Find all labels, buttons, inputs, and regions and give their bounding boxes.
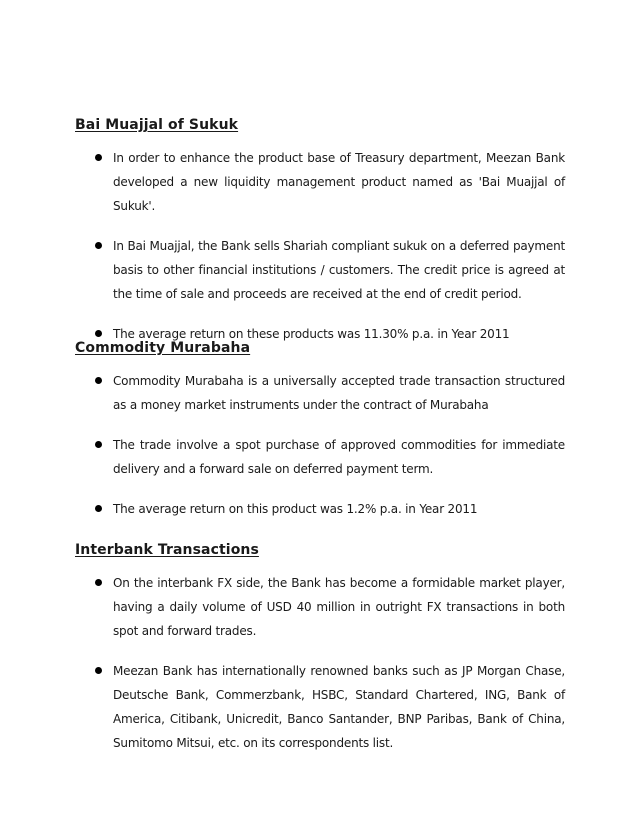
bullet-text: In order to enhance the product base of Treasury department, Meezan Bank developed a new liquidity management product named as 'Bai Muajjal of Sukuk'.: [113, 151, 565, 213]
section-bai-muajjal: [75, 116, 565, 362]
bullet-item: [75, 433, 565, 481]
bullet-item: [75, 571, 565, 643]
section-heading: Bai Muajjal of Sukuk: [75, 117, 239, 133]
bullet-list: [75, 369, 565, 521]
bullet-text: On the interbank FX side, the Bank has become a formidable market player, having a daily volume of USD 40 million in outright FX transactions in both spot and forward trades.: [113, 576, 565, 638]
bullet-item: [75, 146, 565, 218]
bullet-icon: [95, 154, 102, 161]
bullet-icon: [95, 441, 102, 448]
bullet-item: [75, 659, 565, 755]
bullet-icon: [95, 667, 102, 674]
bullet-icon: [95, 579, 102, 586]
bullet-text: Commodity Murabaha is a universally accepted trade transaction structured as a money market instruments under the contract of Murabaha: [113, 374, 565, 412]
bullet-item: [75, 234, 565, 306]
bullet-list: [75, 146, 565, 346]
bullet-text: Meezan Bank has internationally renowned banks such as JP Morgan Chase, Deutsche Bank, Commerzbank, HSBC, Standard Chartered, ING, Bank of America, Citibank, Unicredit, Banco Santander, BNP Paribas, Bank of China, Sumitomo Mitsui, etc. on its correspondents list.: [113, 664, 565, 750]
section-heading: Interbank Transactions: [75, 542, 259, 558]
bullet-list: [75, 571, 565, 755]
bullet-text: The average return on these products was 11.30% p.a. in Year 2011: [113, 327, 510, 341]
bullet-item: [75, 369, 565, 417]
bullet-icon: [95, 330, 102, 337]
section-commodity-murabaha: [75, 339, 565, 537]
section-interbank-transactions: [75, 541, 565, 771]
section-heading: Commodity Murabaha: [75, 340, 251, 356]
bullet-icon: [95, 377, 102, 384]
bullet-item: [75, 497, 565, 521]
bullet-text: In Bai Muajjal, the Bank sells Shariah compliant sukuk on a deferred payment basis to other financial institutions / customers. The credit price is agreed at the time of sale and proceeds are received at the end of credit period.: [113, 239, 565, 301]
bullet-text: The average return on this product was 1.2% p.a. in Year 2011: [113, 502, 478, 516]
bullet-icon: [95, 242, 102, 249]
bullet-text: The trade involve a spot purchase of approved commodities for immediate delivery and a forward sale on deferred payment term.: [113, 438, 565, 476]
bullet-icon: [95, 505, 102, 512]
